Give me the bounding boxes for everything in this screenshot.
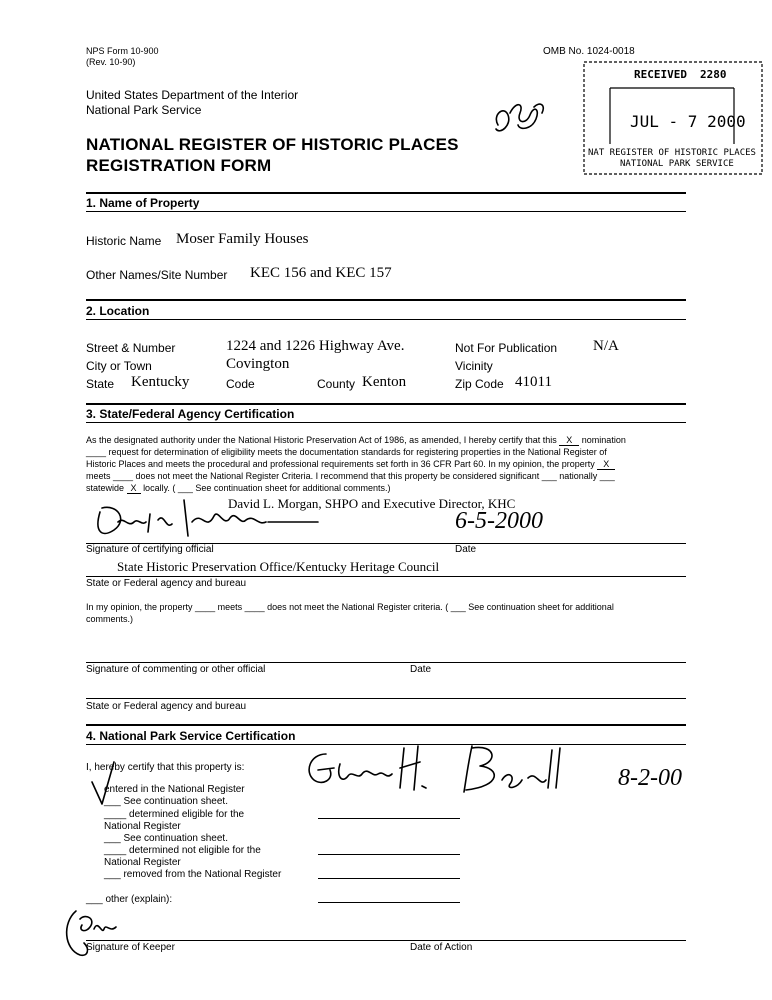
option-not-eligible-register: National Register [104, 857, 181, 868]
cert-line-1 [86, 435, 626, 446]
street-value: 1224 and 1226 Highway Ave. [226, 338, 405, 354]
code-label: Code [226, 377, 255, 391]
cert-line-2: ____ request for determination of eligibility meets the documentation standards for registering properties in the National Register of [86, 447, 607, 457]
bureau-label: State or Federal agency and bureau [86, 578, 247, 589]
divider [86, 422, 686, 423]
cert-text-5b: locally. ( ___ See continuation sheet for additional comments.) [143, 483, 391, 493]
nps-intro: I, hereby certify that this property is: [86, 762, 245, 773]
form-revision: (Rev. 10-90) [86, 57, 136, 67]
historic-name-label: Historic Name [86, 234, 162, 248]
signature-label: Signature of certifying official [86, 544, 214, 555]
cert-line-4: meets ____ does not meet the National Register Criteria. I recommend that this property be considered significant ___ nationally ___ [86, 471, 615, 481]
divider [86, 724, 686, 726]
answer-line [318, 878, 460, 879]
certifier-name: David L. Morgan, SHPO and Executive Director, KHC [228, 496, 516, 511]
answer-line [318, 854, 460, 855]
form-number: NPS Form 10-900 [86, 46, 159, 56]
meets-mark: X [597, 459, 615, 470]
certification-date: 6-5-2000 [455, 508, 543, 534]
stamp-date: JUL - 7 2000 [630, 112, 746, 131]
commenting-label: Signature of commenting or other official [86, 664, 266, 675]
action-date-label: Date of Action [410, 942, 473, 953]
option-eligible: ____ determined eligible for the [104, 809, 245, 820]
divider [86, 299, 686, 301]
opinion-text-2: comments.) [86, 614, 134, 624]
street-label: Street & Number [86, 341, 176, 355]
bureau-line-2 [86, 698, 686, 699]
section1-heading: 1. Name of Property [86, 196, 200, 210]
option-eligible-register: National Register [104, 821, 181, 832]
cert-text-1: As the designated authority under the National Historic Preservation Act of 1986, as amended, I hereby certify that this [86, 435, 557, 445]
answer-line [318, 818, 460, 819]
divider [86, 192, 686, 194]
section2-heading: 2. Location [86, 304, 150, 318]
divider [86, 403, 686, 405]
commenting-line [86, 662, 686, 663]
cert-text-3: Historic Places and meets the procedural and professional requirements set forth in 36 CFR Part 60. In my opinion, the property [86, 459, 595, 469]
page-subtitle: REGISTRATION FORM [86, 156, 272, 175]
locally-mark: X [127, 483, 141, 494]
section3-heading: 3. State/Federal Agency Certification [86, 407, 295, 421]
vicinity-label: Vicinity [455, 359, 493, 373]
stamp-number: 2280 [700, 68, 727, 81]
historic-name-value: Moser Family Houses [176, 231, 309, 247]
stamp-line2: NATIONAL PARK SERVICE [620, 159, 734, 169]
handwritten-note-mark [490, 95, 550, 145]
stamp-line1: NAT REGISTER OF HISTORIC PLACES [588, 148, 756, 158]
keeper-signature [296, 740, 596, 810]
option-entered: entered in the National Register [104, 784, 245, 795]
city-value: Covington [226, 356, 290, 372]
zip-label: Zip Code [455, 377, 504, 391]
nomination-mark: X [559, 435, 579, 446]
nfp-value: N/A [593, 338, 619, 354]
state-label: State [86, 377, 115, 391]
nfp-label: Not For Publication [455, 341, 558, 355]
county-value: Kenton [362, 374, 407, 390]
date-label-2: Date [410, 664, 432, 675]
option-not-eligible: ____ determined not eligible for the [104, 845, 261, 856]
city-label: City or Town [86, 359, 152, 373]
option-other: ___ other (explain): [86, 894, 173, 905]
received-stamp [582, 60, 764, 176]
other-names-value: KEC 156 and KEC 157 [250, 265, 392, 281]
office-name: State Historic Preservation Office/Kentucky Heritage Council [117, 559, 440, 574]
department: United States Department of the Interior [86, 88, 299, 102]
state-value: Kentucky [131, 374, 190, 390]
opinion-text: In my opinion, the property ____ meets ____ does not meet the National Register criteria. ( ___ See continuation sheet for additional [86, 602, 614, 612]
certifying-signature [88, 492, 328, 542]
divider [86, 319, 686, 320]
cert-text-5: statewide [86, 483, 125, 493]
cert-line-3 [86, 459, 615, 470]
county-label: County [317, 377, 356, 391]
page-title: NATIONAL REGISTER OF HISTORIC PLACES [86, 135, 459, 154]
service: National Park Service [86, 103, 202, 117]
option-eligible-continuation: ___ See continuation sheet. [104, 833, 228, 844]
divider [86, 211, 686, 212]
option-removed: ___ removed from the National Register [104, 869, 282, 880]
bureau-label-2: State or Federal agency and bureau [86, 701, 247, 712]
date-label: Date [455, 544, 477, 555]
option-entered-continuation: ___ See continuation sheet. [104, 796, 228, 807]
omb-number: OMB No. 1024-0018 [543, 46, 635, 57]
zip-value: 41011 [515, 374, 552, 390]
keeper-label: Signature of Keeper [86, 942, 175, 953]
other-names-label: Other Names/Site Number [86, 268, 228, 282]
cert-text-1b: nomination [581, 435, 626, 445]
stamp-received: RECEIVED [634, 68, 687, 81]
keeper-date: 8-2-00 [618, 765, 682, 791]
section4-heading: 4. National Park Service Certification [86, 729, 296, 743]
bureau-line [86, 576, 686, 577]
keeper-line [86, 940, 686, 941]
answer-line [318, 902, 460, 903]
